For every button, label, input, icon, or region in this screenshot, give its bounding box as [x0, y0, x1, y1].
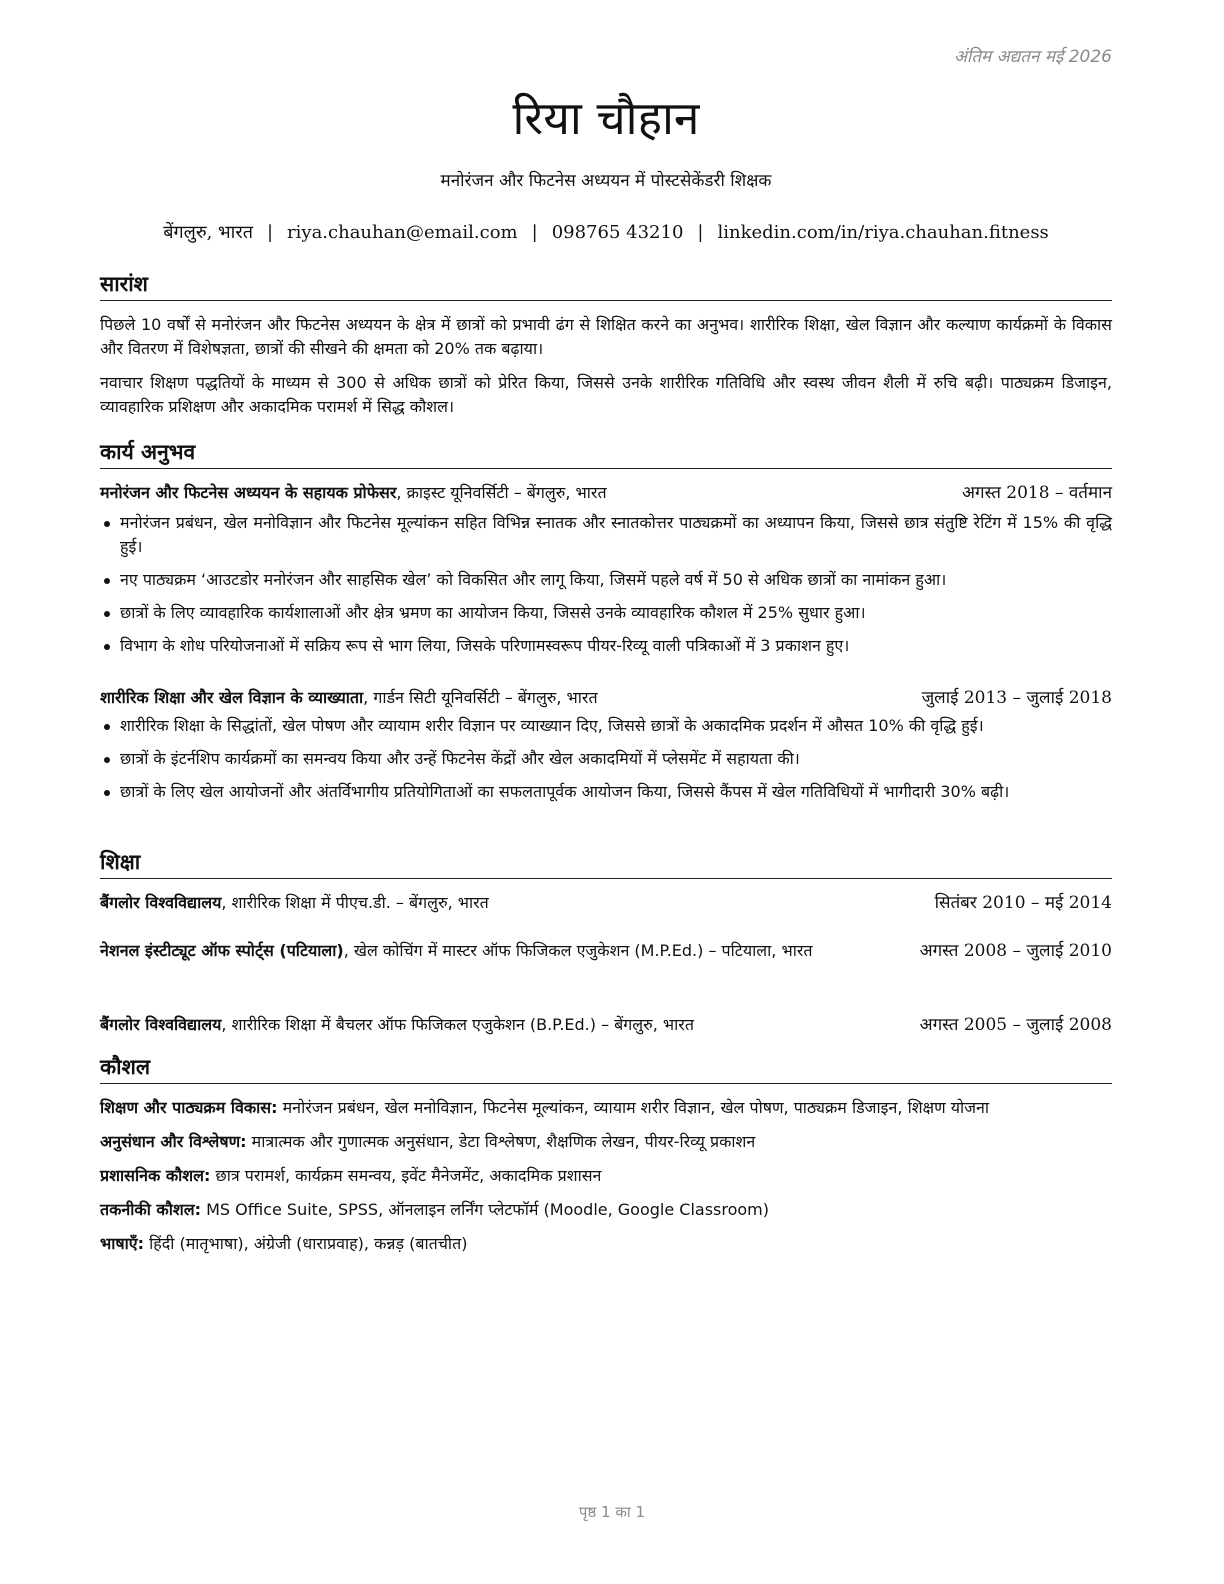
job-header	[100, 481, 1112, 505]
skill-label: प्रशासनिक कौशल:	[100, 1166, 211, 1185]
skill-label: भाषाएँ:	[100, 1234, 145, 1253]
skill-line	[100, 1232, 1112, 1256]
contact-separator: |	[697, 222, 704, 243]
education-detail: , शारीरिक शिक्षा में बैचलर ऑफ फिजिकल एजुकेशन (B.P.Ed.) – बेंगलुरु, भारत	[221, 1015, 694, 1034]
skill-line	[100, 1198, 1112, 1222]
summary-paragraph: नवाचार शिक्षण पद्धतियों के माध्यम से 300 से अधिक छात्रों को प्रेरित किया, जिससे उनके शारीरिक गतिविधि और स्वस्थ जीवन शैली में रुचि बढ़ी। पाठ्यक्रम डिजाइन, व्यावहारिक प्रशिक्षण और अकादमिक परामर्श में सिद्ध कौशल।	[100, 373, 1112, 416]
section-title-education: शिक्षा	[100, 848, 1112, 879]
contact-linkedin[interactable]: linkedin.com/in/riya.chauhan.fitness	[717, 222, 1049, 243]
list-item: नए पाठ्यक्रम ‘आउटडोर मनोरंजन और साहसिक खेल’ को विकसित और लागू किया, जिसमें पहले वर्ष में 50 से अधिक छात्रों का नामांकन हुआ।	[100, 568, 1112, 592]
education-dates: सितंबर 2010 – मई 2014	[934, 893, 1112, 913]
job-bullets	[100, 511, 1112, 667]
job-header	[100, 686, 1112, 710]
resume-page	[100, 0, 1112, 1584]
contact-email[interactable]: riya.chauhan@email.com	[287, 222, 518, 243]
page-number: पृष्ठ 1 का 1	[578, 1503, 646, 1521]
skill-label: शिक्षण और पाठ्यक्रम विकास:	[100, 1098, 278, 1117]
job-bullets	[100, 714, 1112, 813]
job-dates: अगस्त 2018 – वर्तमान	[962, 483, 1112, 503]
skill-value: मनोरंजन प्रबंधन, खेल मनोविज्ञान, फिटनेस मूल्यांकन, व्यायाम शरीर विज्ञान, खेल पोषण, पाठ्यक्रम डिजाइन, शिक्षण योजना	[277, 1098, 990, 1117]
list-item: छात्रों के इंटर्नशिप कार्यक्रमों का समन्वय किया और उन्हें फिटनेस केंद्रों और खेल अकादमियों में प्लेसमेंट में सहायता की।	[100, 747, 1112, 771]
education-dates: अगस्त 2005 – जुलाई 2008	[919, 1015, 1112, 1035]
job-role: मनोरंजन और फिटनेस अध्ययन के सहायक प्रोफेसर	[100, 483, 397, 502]
education-school: बैंगलोर विश्वविद्यालय	[100, 893, 222, 912]
skill-line	[100, 1096, 1112, 1120]
job-role: शारीरिक शिक्षा और खेल विज्ञान के व्याख्याता	[100, 688, 364, 707]
list-item: शारीरिक शिक्षा के सिद्धांतों, खेल पोषण और व्यायाम शरीर विज्ञान पर व्याख्यान दिए, जिससे छात्रों के अकादमिक प्रदर्शन में औसत 10% की वृद्धि हुई।	[100, 714, 1112, 738]
skill-value: MS Office Suite, SPSS, ऑनलाइन लर्निंग प्लेटफॉर्म (Moodle, Google Classroom)	[201, 1200, 770, 1219]
education-detail: , खेल कोचिंग में मास्टर ऑफ फिजिकल एजुकेशन (M.P.Ed.) – पटियाला, भारत	[343, 941, 813, 960]
candidate-title: मनोरंजन और फिटनेस अध्ययन में पोस्टसेकेंडरी शिक्षक	[440, 171, 772, 191]
job-org: , गार्डन सिटी यूनिवर्सिटी – बेंगलुरु, भारत	[363, 688, 598, 707]
contact-location: बेंगलुरु, भारत	[163, 222, 253, 243]
list-item: मनोरंजन प्रबंधन, खेल मनोविज्ञान और फिटनेस मूल्यांकन सहित विभिन्न स्नातक और स्नातकोत्तर पाठ्यक्रमों का अध्यापन किया, जिससे छात्र संतुष्टि रेटिंग में 15% की वृद्धि हुई।	[100, 511, 1112, 559]
contact-line	[100, 220, 1112, 244]
skill-value: हिंदी (मातृभाषा), अंग्रेजी (धाराप्रवाह), कन्नड़ (बातचीत)	[144, 1234, 468, 1253]
skill-value: छात्र परामर्श, कार्यक्रम समन्वय, इवेंट मैनेजमेंट, अकादमिक प्रशासन	[210, 1166, 602, 1185]
skill-line	[100, 1164, 1112, 1188]
education-school: बैंगलोर विश्वविद्यालय	[100, 1015, 222, 1034]
skill-value: मात्रात्मक और गुणात्मक अनुसंधान, डेटा विश्लेषण, शैक्षणिक लेखन, पीयर-रिव्यू प्रकाशन	[246, 1132, 756, 1151]
candidate-name: रिया चौहान	[512, 91, 700, 145]
education-entry	[100, 1013, 1112, 1037]
contact-separator: |	[266, 222, 274, 243]
job-dates: जुलाई 2013 – जुलाई 2018	[921, 688, 1112, 708]
skill-label: तकनीकी कौशल:	[100, 1200, 201, 1219]
education-school: नेशनल इंस्टीट्यूट ऑफ स्पोर्ट्स (पटियाला)	[100, 941, 344, 960]
education-entry	[100, 939, 1112, 963]
last-updated: अंतिम अद्यतन मई 2026	[953, 47, 1112, 67]
list-item: छात्रों के लिए खेल आयोजनों और अंतर्विभागीय प्रतियोगिताओं का सफलतापूर्वक आयोजन किया, जिससे कैंपस में खेल गतिविधियों में भागीदारी 30% बढ़ी।	[100, 780, 1112, 804]
contact-phone[interactable]: 098765 43210	[551, 222, 684, 243]
section-title-experience: कार्य अनुभव	[100, 438, 1112, 469]
skill-label: अनुसंधान और विश्लेषण:	[100, 1132, 247, 1151]
list-item: विभाग के शोध परियोजनाओं में सक्रिय रूप से भाग लिया, जिसके परिणामस्वरूप पीयर-रिव्यू वाली पत्रिकाओं में 3 प्रकाशन हुए।	[100, 634, 1112, 658]
education-entry	[100, 891, 1112, 915]
education-dates: अगस्त 2008 – जुलाई 2010	[919, 941, 1112, 961]
skill-line	[100, 1130, 1112, 1154]
list-item: छात्रों के लिए व्यावहारिक कार्यशालाओं और क्षेत्र भ्रमण का आयोजन किया, जिससे उनके व्यावहारिक कौशल में 25% सुधार हुआ।	[100, 601, 1112, 625]
contact-separator: |	[531, 222, 538, 243]
job-org: , क्राइस्ट यूनिवर्सिटी – बेंगलुरु, भारत	[396, 483, 607, 502]
section-title-summary: सारांश	[100, 270, 1112, 301]
education-detail: , शारीरिक शिक्षा में पीएच.डी. – बेंगलुरु, भारत	[221, 893, 489, 912]
section-title-skills: कौशल	[100, 1053, 1112, 1084]
summary-paragraph: पिछले 10 वर्षों से मनोरंजन और फिटनेस अध्ययन के क्षेत्र में छात्रों को प्रभावी ढंग से शिक्षित करने का अनुभव। शारीरिक शिक्षा, खेल विज्ञान और कल्याण कार्यक्रमों के विकास और वितरण में विशेषज्ञता, छात्रों की सीखने की क्षमता को 20% तक बढ़ाया।	[100, 315, 1112, 358]
